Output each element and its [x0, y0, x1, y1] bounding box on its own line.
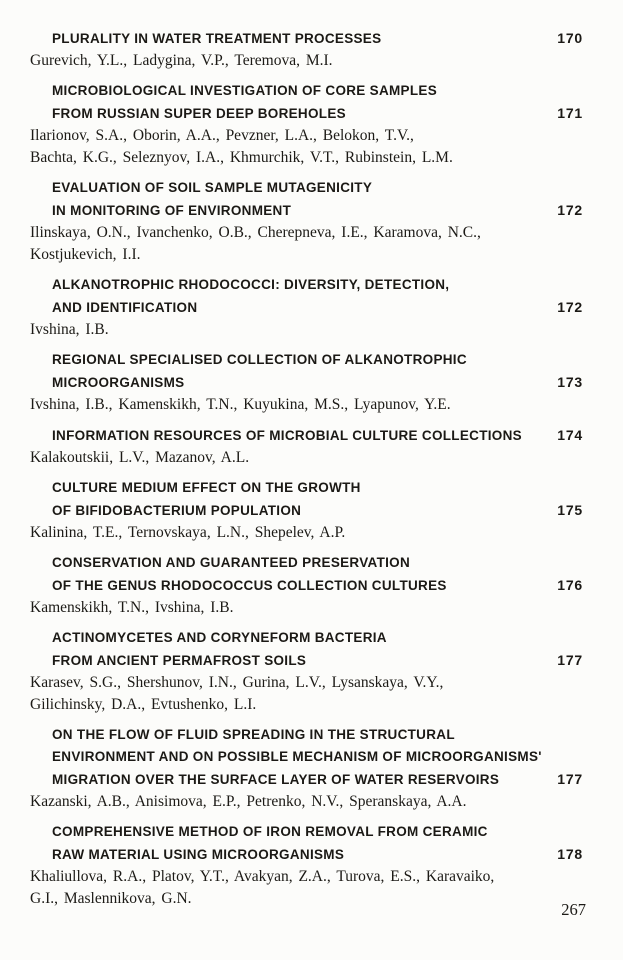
entry-title-block: [30, 177, 583, 222]
entry-author-line: Kostjukevich, I.I.: [30, 246, 141, 263]
entry-page-number: 177: [557, 652, 583, 668]
toc-entry: [30, 80, 583, 169]
entry-title-line: [30, 821, 583, 843]
entry-title-block: [30, 477, 583, 522]
entry-title-text: RAW MATERIAL USING MICROORGANISMS: [52, 847, 345, 862]
entry-title-text: CONSERVATION AND GUARANTEED PRESERVATION: [52, 555, 411, 570]
entry-title-line: [30, 724, 583, 746]
entry-title-text: ON THE FLOW OF FLUID SPREADING IN THE STRUCTURAL: [52, 727, 455, 742]
toc-entry: [30, 349, 583, 416]
entry-title-text: MICROORGANISMS: [52, 375, 185, 390]
entry-authors-block: [30, 672, 583, 716]
entry-title-text: OF THE GENUS RHODOCOCCUS COLLECTION CULTURES: [52, 578, 447, 593]
entry-title-line: [30, 768, 583, 791]
entry-title-line: [30, 349, 583, 371]
entry-authors-block: [30, 50, 583, 72]
entry-title-text: IN MONITORING OF ENVIRONMENT: [52, 203, 292, 218]
entry-author-line: Khaliullova, R.A., Platov, Y.T., Avakyan, Z.A., Turova, E.S., Karavaiko,: [30, 868, 495, 885]
entry-authors-block: [30, 394, 583, 416]
entry-author-line: Kalakoutskii, L.V., Mazanov, A.L.: [30, 449, 250, 466]
toc-entry: [30, 627, 583, 716]
entry-page-number: 176: [557, 577, 583, 593]
entry-authors-block: [30, 522, 583, 544]
entry-title-text: REGIONAL SPECIALISED COLLECTION OF ALKANOTROPHIC: [52, 352, 467, 367]
entry-title-text: FROM ANCIENT PERMAFROST SOILS: [52, 653, 307, 668]
entry-title-text: FROM RUSSIAN SUPER DEEP BOREHOLES: [52, 106, 346, 121]
entry-title-line: [30, 27, 583, 50]
entry-title-line: [30, 627, 583, 649]
toc-entry: [30, 477, 583, 544]
toc-entry: [30, 27, 583, 72]
entry-title-text: MICROBIOLOGICAL INVESTIGATION OF CORE SAMPLES: [52, 83, 438, 98]
entry-title-line: [30, 649, 583, 672]
entry-title-line: [30, 177, 583, 199]
entry-author-line: Ivshina, I.B., Kamenskikh, T.N., Kuyukina, M.S., Lyapunov, Y.E.: [30, 396, 451, 413]
entry-page-number: 175: [557, 502, 583, 518]
toc-entry: [30, 177, 583, 266]
entry-title-line: [30, 424, 583, 447]
page-number-folio: 267: [561, 900, 586, 919]
entry-author-line: Ivshina, I.B.: [30, 321, 109, 338]
entry-authors-block: [30, 319, 583, 341]
entry-title-line: [30, 499, 583, 522]
entry-title-text: ENVIRONMENT AND ON POSSIBLE MECHANISM OF MICROORGANISMS': [52, 749, 542, 764]
entry-title-line: [30, 477, 583, 499]
entry-page-number: 172: [557, 299, 583, 315]
entry-title-block: [30, 80, 583, 125]
entry-title-line: [30, 199, 583, 222]
entry-title-text: INFORMATION RESOURCES OF MICROBIAL CULTURE COLLECTIONS: [52, 428, 522, 443]
entry-author-line: Karasev, S.G., Shershunov, I.N., Gurina, L.V., Lysanskaya, V.Y.,: [30, 674, 444, 691]
entry-page-number: 173: [557, 374, 583, 390]
entry-title-text: MIGRATION OVER THE SURFACE LAYER OF WATER RESERVOIRS: [52, 772, 500, 787]
entry-page-number: 171: [557, 105, 583, 121]
entry-title-line: [30, 102, 583, 125]
toc-entry: [30, 424, 583, 469]
entry-title-text: PLURALITY IN WATER TREATMENT PROCESSES: [52, 31, 382, 46]
entry-title-text: ALKANOTROPHIC RHODOCOCCI: DIVERSITY, DETECTION,: [52, 277, 450, 292]
entry-title-text: ACTINOMYCETES AND CORYNEFORM BACTERIA: [52, 630, 387, 645]
entry-page-number: 177: [557, 771, 583, 787]
entry-title-block: [30, 724, 583, 791]
entry-title-line: [30, 274, 583, 296]
entry-title-block: [30, 349, 583, 394]
entry-author-line: Gurevich, Y.L., Ladygina, V.P., Teremova, M.I.: [30, 52, 333, 69]
toc-entry: [30, 274, 583, 341]
entry-authors-block: [30, 125, 583, 169]
entry-title-text: AND IDENTIFICATION: [52, 300, 198, 315]
entry-title-text: CULTURE MEDIUM EFFECT ON THE GROWTH: [52, 480, 361, 495]
entry-title-block: [30, 627, 583, 672]
entry-title-block: [30, 274, 583, 319]
entry-author-line: Kalinina, T.E., Ternovskaya, L.N., Shepelev, A.P.: [30, 524, 346, 541]
entry-author-line: Bachta, K.G., Seleznyov, I.A., Khmurchik, V.T., Rubinstein, L.M.: [30, 149, 453, 166]
toc-entry: [30, 821, 583, 910]
entry-author-line: Gilichinsky, D.A., Evtushenko, L.I.: [30, 696, 257, 713]
entry-title-line: [30, 80, 583, 102]
entry-authors-block: [30, 866, 583, 910]
entry-title-block: [30, 424, 583, 447]
entry-title-line: [30, 746, 583, 768]
entry-title-line: [30, 552, 583, 574]
entry-page-number: 174: [557, 427, 583, 443]
entry-author-line: Kamenskikh, T.N., Ivshina, I.B.: [30, 599, 234, 616]
entry-title-text: COMPREHENSIVE METHOD OF IRON REMOVAL FROM CERAMIC: [52, 824, 488, 839]
entry-title-text: EVALUATION OF SOIL SAMPLE MUTAGENICITY: [52, 180, 373, 195]
toc-entry-list: [30, 27, 583, 918]
entry-author-line: Ilarionov, S.A., Oborin, A.A., Pevzner, L.A., Belokon, T.V.,: [30, 127, 414, 144]
entry-title-line: [30, 843, 583, 866]
toc-entry: [30, 552, 583, 619]
entry-authors-block: [30, 222, 583, 266]
entry-title-line: [30, 296, 583, 319]
entry-author-line: G.I., Maslennikova, G.N.: [30, 890, 192, 907]
entry-title-block: [30, 27, 583, 50]
entry-author-line: Kazanski, A.B., Anisimova, E.P., Petrenko, N.V., Speranskaya, A.A.: [30, 793, 467, 810]
entry-authors-block: [30, 791, 583, 813]
entry-authors-block: [30, 597, 583, 619]
entry-author-line: Ilinskaya, O.N., Ivanchenko, O.B., Cherepneva, I.E., Karamova, N.C.,: [30, 224, 481, 241]
entry-title-line: [30, 574, 583, 597]
entry-page-number: 172: [557, 202, 583, 218]
entry-title-text: OF BIFIDOBACTERIUM POPULATION: [52, 503, 302, 518]
entry-page-number: 170: [557, 30, 583, 46]
entry-title-block: [30, 552, 583, 597]
entry-authors-block: [30, 447, 583, 469]
entry-title-line: [30, 371, 583, 394]
toc-entry: [30, 724, 583, 813]
entry-page-number: 178: [557, 846, 583, 862]
entry-title-block: [30, 821, 583, 866]
